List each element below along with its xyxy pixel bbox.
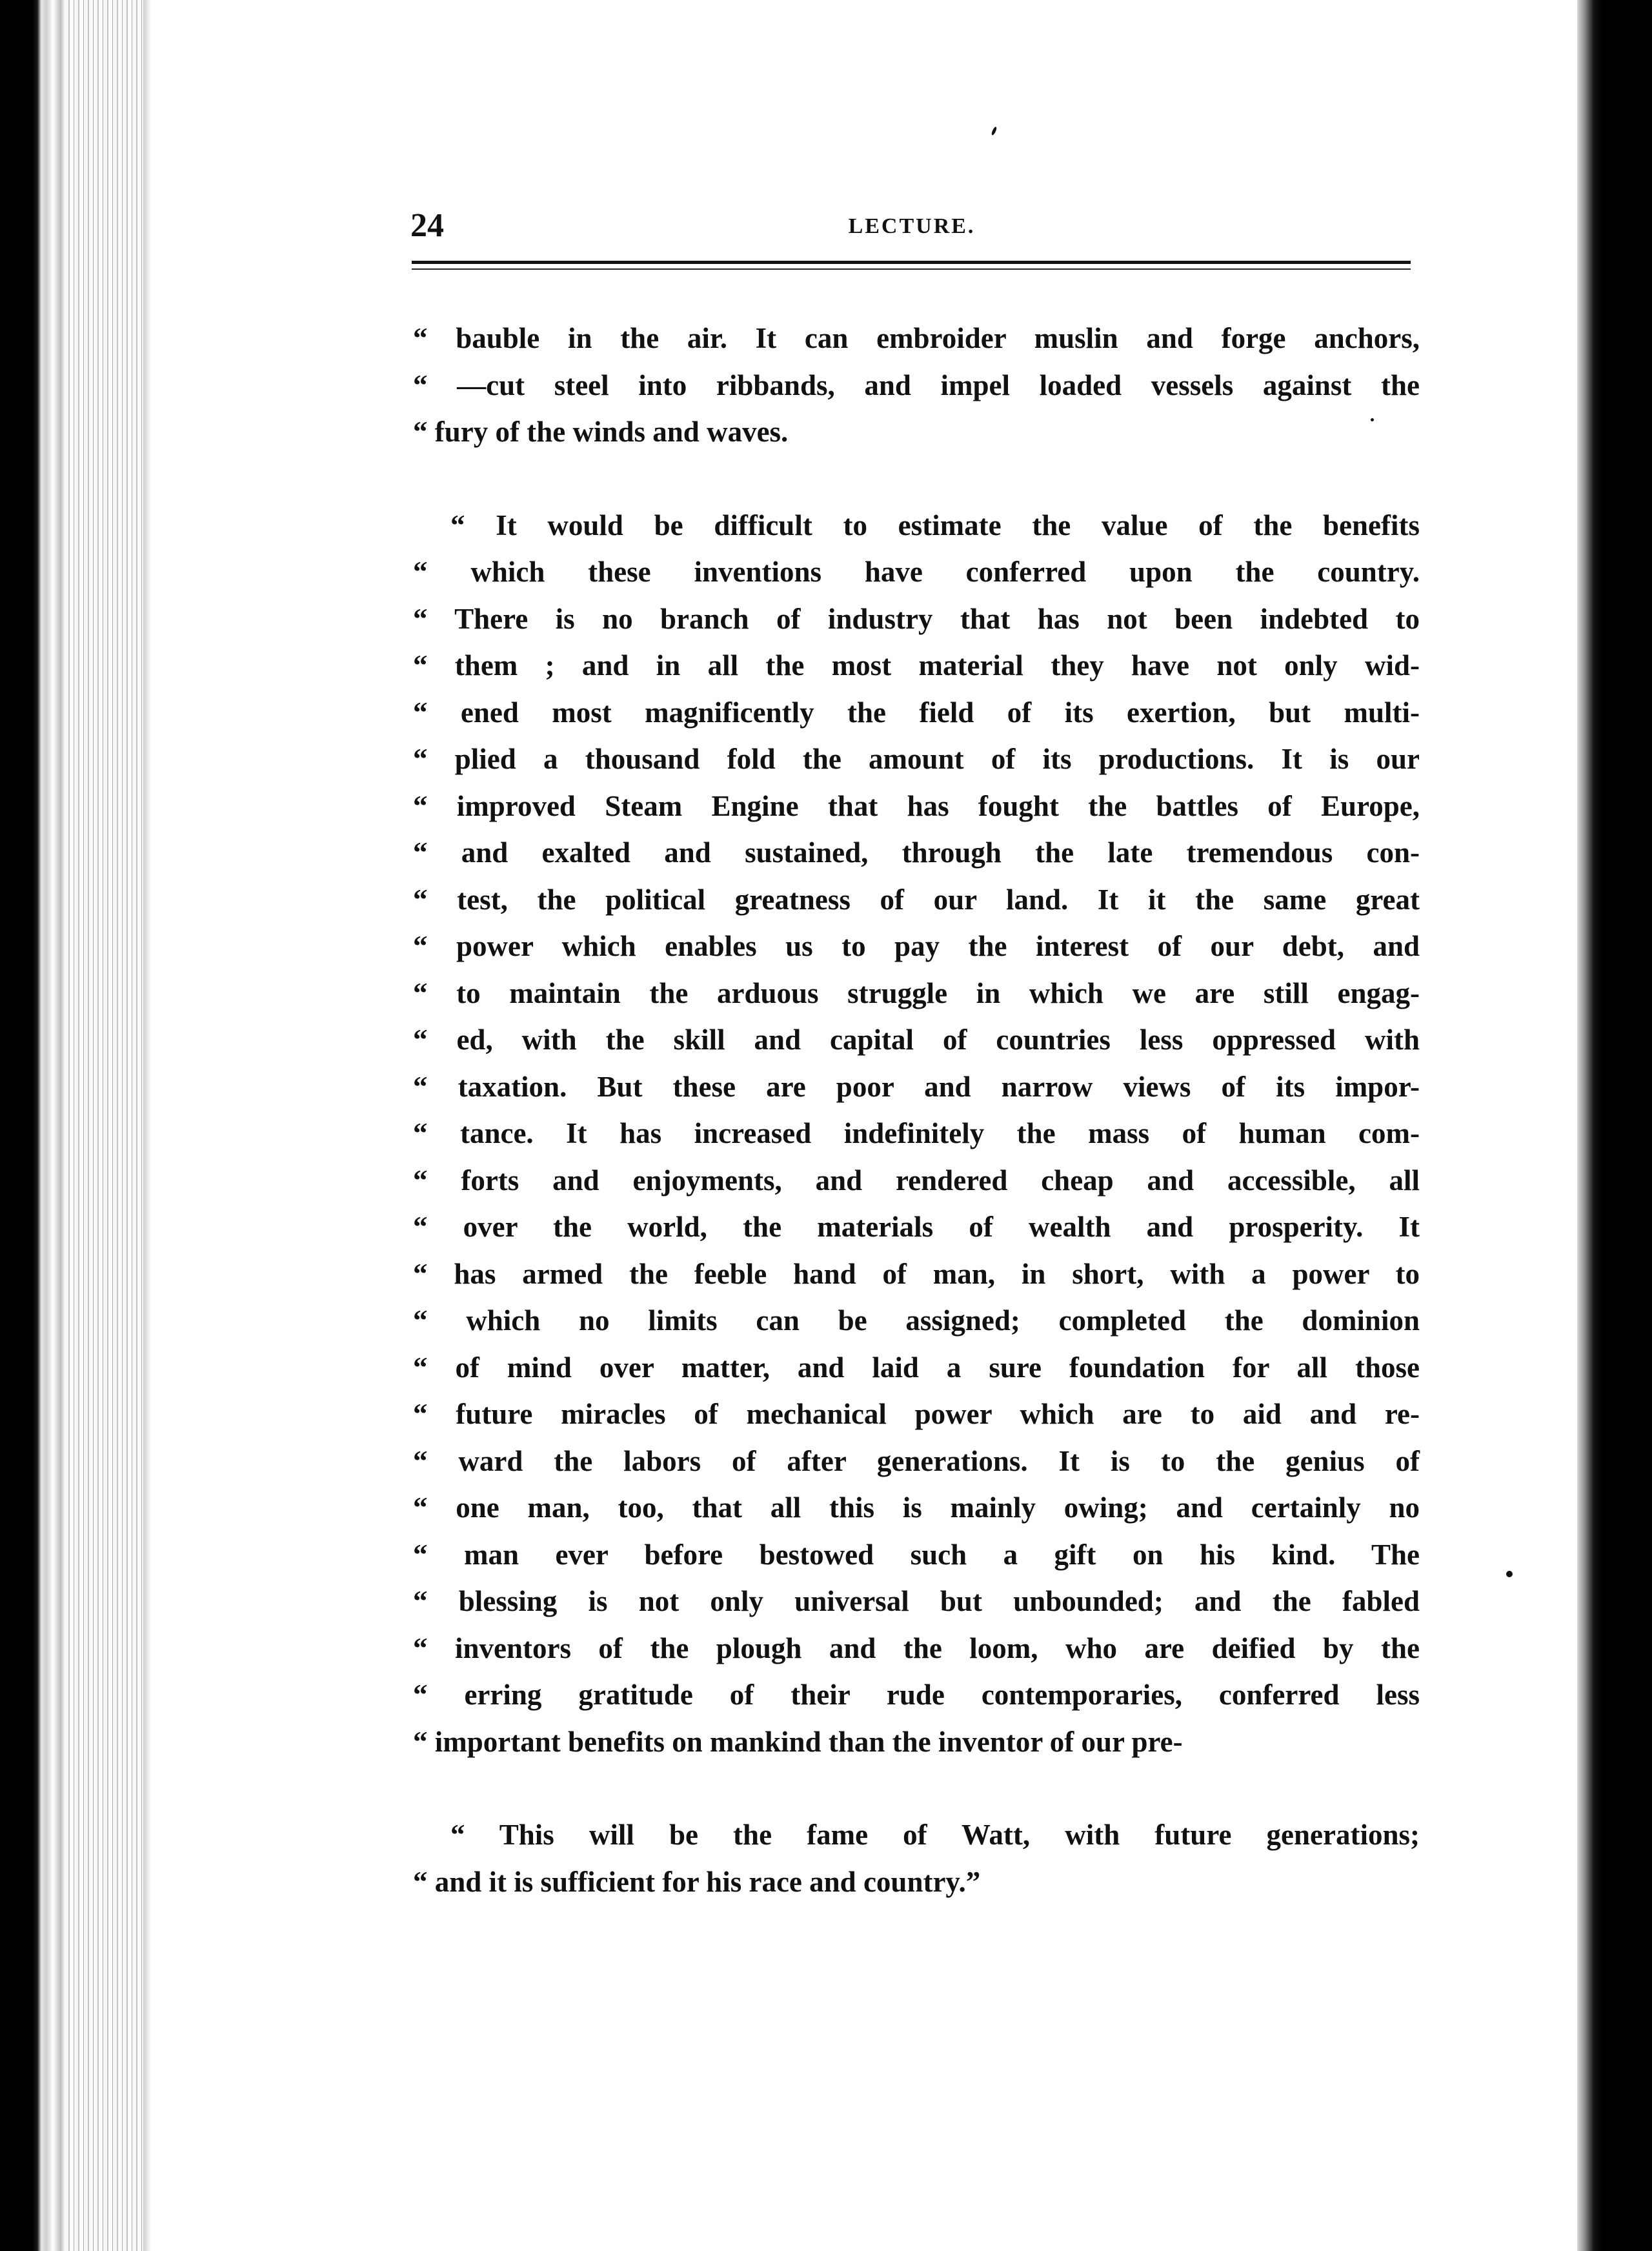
paragraph-gap [413, 1765, 1420, 1812]
text-line: “ taxation. But these are poor and narrow views of its impor- [413, 1070, 1420, 1103]
text-line: “ plied a thousand fold the amount of its productions. It is our [413, 743, 1420, 775]
text-line: “ of mind over matter, and laid a sure foundation for all those [413, 1351, 1420, 1384]
scan-speck [991, 126, 997, 136]
header-rule-thin [412, 268, 1411, 270]
scan-speck [1506, 1571, 1513, 1577]
text-line: “ blessing is not only universal but unbounded; and the fabled [413, 1585, 1420, 1617]
text-line: “ There is no branch of industry that has not been indebted to [413, 602, 1420, 635]
paragraph [413, 1812, 1420, 1905]
text-line: “ future miracles of mechanical power which are to aid and re- [413, 1398, 1420, 1430]
text-line: “ —cut steel into ribbands, and impel loaded vessels against the [413, 368, 1420, 401]
text-line: “ ward the labors of after generations. It is to the genius of [413, 1444, 1420, 1477]
text-line: “ fury of the winds and waves. [413, 416, 789, 448]
text-line: “ over the world, the materials of wealth and prosperity. It [413, 1211, 1420, 1243]
text-line: “ one man, too, that all this is mainly owing; and certainly no [413, 1491, 1420, 1524]
text-line: “ and it is sufficient for his race and country.” [413, 1865, 981, 1898]
book-spine-left [0, 0, 65, 2251]
text-line: “ test, the political greatness of our land. It it the same great [413, 883, 1420, 916]
text-line: “ ed, with the skill and capital of countries less oppressed with [413, 1024, 1420, 1056]
paragraph [413, 502, 1420, 1766]
page-number: 24 [410, 207, 444, 244]
text-line: “ ened most magnificently the field of its exertion, but multi- [413, 696, 1420, 729]
page-edge-shadow [143, 0, 151, 2251]
text-line: “ This will be the fame of Watt, with future generations; [450, 1819, 1420, 1851]
text-line: “ man ever before bestowed such a gift on his kind. The [413, 1538, 1420, 1571]
text-line: “ improved Steam Engine that has fought the battles of Europe, [413, 789, 1420, 822]
text-line: “ tance. It has increased indefinitely the mass of human com- [413, 1117, 1420, 1149]
text-line: “ which these inventions have conferred upon the country. [413, 556, 1420, 588]
paragraph-gap [413, 456, 1420, 502]
text-line: “ them ; and in all the most material they have not only wid- [413, 649, 1420, 681]
text-line: “ forts and enjoyments, and rendered cheap and accessible, all [413, 1164, 1420, 1196]
header-rule [412, 261, 1411, 264]
text-line: “ has armed the feeble hand of man, in short, with a power to [413, 1257, 1420, 1290]
page-header [410, 207, 1413, 245]
text-line: “ inventors of the plough and the loom, who are deified by the [413, 1631, 1420, 1664]
text-line: “ It would be difficult to estimate the value of the benefits [450, 509, 1420, 541]
text-line: “ power which enables us to pay the interest of our debt, and [413, 930, 1420, 962]
text-line: “ bauble in the air. It can embroider muslin and forge anchors, [413, 322, 1420, 354]
text-line: “ important benefits on mankind than the inventor of our pre- [413, 1725, 1183, 1758]
book-edge-right [1577, 0, 1652, 2251]
text-line: “ and exalted and sustained, through the late tremendous con- [413, 836, 1420, 869]
paragraph [413, 315, 1420, 456]
page-edges [65, 0, 148, 2251]
text-line: “ to maintain the arduous struggle in which we are still engag- [413, 976, 1420, 1009]
text-line: “ which no limits can be assigned; completed the dominion [413, 1304, 1420, 1337]
body-text [413, 315, 1420, 1905]
running-head: LECTURE. [848, 214, 976, 238]
text-line: “ erring gratitude of their rude contemporaries, conferred less [413, 1679, 1420, 1711]
